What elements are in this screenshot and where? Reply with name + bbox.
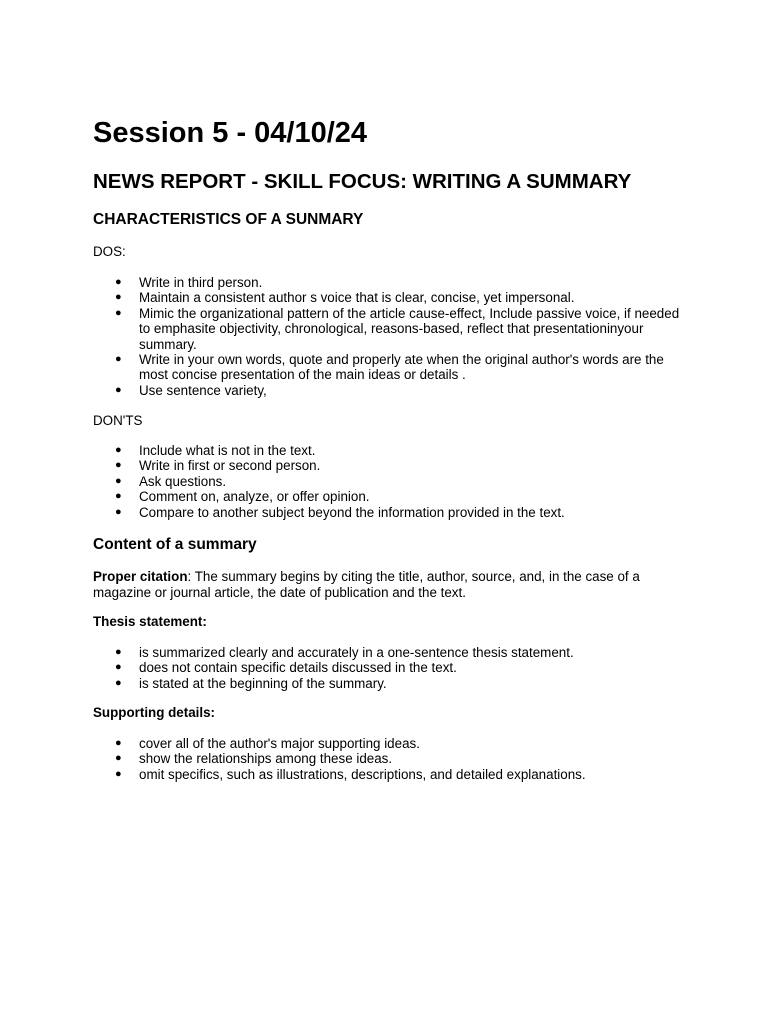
bullet-icon: ● [115, 383, 122, 396]
list-item: ● Maintain a consistent author s voice that is clear, concise, yet impersonal. [115, 290, 575, 306]
list-item: ● Write in your own words, quote and properly ate when the original author's words are the most concise presentation of the main ideas or details . [115, 352, 664, 383]
bullet-icon: ● [115, 291, 122, 304]
bullet-icon: ● [115, 646, 122, 658]
bullet-icon: ● [115, 276, 122, 288]
list-item: ● omit specifics, such as illustrations, descriptions, and detailed explanations. [115, 766, 586, 782]
bullet-icon: ● [115, 737, 122, 749]
list-item: ● does not contain specific details discussed in the text. [115, 660, 457, 676]
bullet-icon: ● [115, 474, 122, 487]
bullet-icon: ● [115, 459, 122, 472]
list-item: ● Include what is not in the text. [115, 443, 316, 458]
page-subtitle: NEWS REPORT - SKILL FOCUS: WRITING A SUMMARY [93, 170, 632, 193]
list-item: ● Ask questions. [115, 473, 227, 489]
bullet-icon: ● [115, 752, 122, 765]
citation-text: : The summary begins by citing the title, author, source, and, in the case of a magazine or journal article, the date of publication and the text. [93, 569, 640, 600]
citation-paragraph [93, 569, 683, 600]
list-item: ● Compare to another subject beyond the information provided in the text. [115, 504, 565, 520]
page-title: Session 5 - 04/10/24 [93, 117, 368, 149]
thesis-label: Thesis statement: [93, 614, 207, 629]
donts-label: DON'TS [93, 413, 143, 428]
bullet-icon: ● [115, 767, 122, 780]
bullet-icon: ● [115, 306, 122, 319]
dos-label: DOS: [93, 244, 126, 259]
thesis-list [93, 645, 683, 691]
donts-list [93, 443, 683, 520]
bullet-icon: ● [115, 676, 122, 689]
list-item: ● Write in third person. [115, 275, 263, 290]
bullet-icon: ● [115, 490, 122, 503]
list-item: ● show the relationships among these ideas. [115, 751, 393, 767]
bullet-icon: ● [115, 353, 122, 366]
list-item: ● Write in first or second person. [115, 458, 321, 474]
list-item: ● is summarized clearly and accurately in a one-sentence thesis statement. [115, 645, 574, 660]
bullet-icon: ● [115, 661, 122, 674]
list-item: ● is stated at the beginning of the summary. [115, 675, 387, 691]
dos-list [93, 275, 683, 398]
list-item: ● Comment on, analyze, or offer opinion. [115, 489, 370, 505]
list-item: ● Mimic the organizational pattern of the article cause-effect, Include passive voice, if needed to emphasite objectivity, chronological, reasons-based, reflect that presentationinyour summary. [115, 305, 680, 352]
citation-label: Proper citation [93, 569, 188, 584]
supporting-label: Supporting details: [93, 705, 215, 720]
bullet-icon: ● [115, 505, 122, 518]
list-item: ● Use sentence variety, [115, 382, 267, 398]
characteristics-heading: CHARACTERISTICS OF A SUNMARY [93, 211, 364, 228]
supporting-list [93, 736, 683, 782]
bullet-icon: ● [115, 444, 122, 456]
content-heading: Content of a summary [93, 536, 257, 553]
list-item: ● cover all of the author's major supporting ideas. [115, 736, 420, 751]
